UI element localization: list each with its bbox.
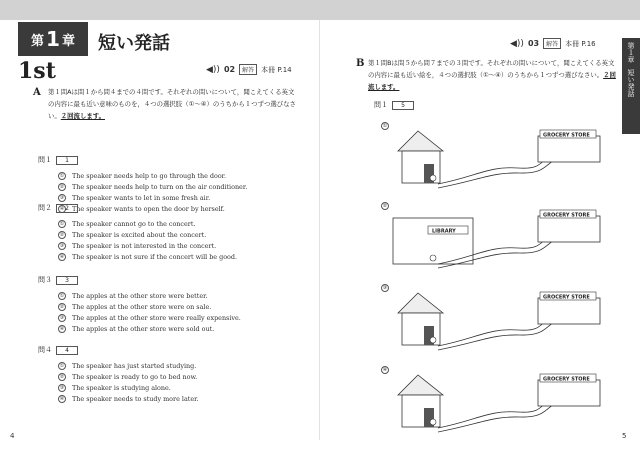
instruction-a: [48, 86, 298, 122]
top-band: [0, 0, 640, 20]
map-illustration[interactable]: [388, 206, 608, 272]
answer-tag: 解答: [239, 64, 257, 75]
option-text: The speaker is not interested in the concert.: [72, 242, 217, 250]
audio-track-right: [510, 38, 596, 49]
person-figure: [430, 255, 436, 261]
option-text: The speaker is excited about the concert.: [72, 231, 207, 239]
answer-option[interactable]: [58, 373, 197, 381]
answer-option[interactable]: [58, 384, 171, 392]
person-figure: [430, 337, 436, 343]
instruction-a-emph: ２回流します。: [60, 112, 106, 120]
option-marker: ④: [59, 206, 65, 212]
track-ref: 本冊 P.16: [565, 39, 596, 48]
instruction-a-text: 第１問Aは問１から問４までの４問です。それぞれの問いについて，聞こえてくる英文の内容に最も近い意味のものを，４つの選択肢（①～④）のうちから１つずつ選びなさい。: [48, 88, 296, 120]
option-marker: ③: [59, 195, 65, 201]
answer-option[interactable]: [58, 314, 241, 322]
grocery-sign: GROCERY STORE: [543, 294, 590, 301]
answer-option[interactable]: [58, 172, 226, 180]
chapter-title: 短い発話: [98, 33, 170, 54]
answer-option[interactable]: [58, 194, 210, 202]
option-marker: ①: [59, 293, 65, 299]
option-marker: ①: [59, 173, 65, 179]
section-title: 1st: [18, 58, 56, 84]
option-text: The speaker needs help to turn on the air conditioner.: [72, 183, 248, 191]
question-5-label: [374, 100, 414, 110]
option-text: The speaker cannot go to the concert.: [72, 220, 196, 228]
page-number-left: 4: [10, 432, 15, 440]
option-marker: ③: [59, 315, 65, 321]
part-letter-b: B: [356, 58, 365, 69]
option-text: The apples at the other store were really expensive.: [72, 314, 241, 322]
answer-option[interactable]: [58, 303, 211, 311]
grocery-store-building: [538, 298, 600, 324]
answer-box: 4: [56, 346, 78, 355]
answer-option[interactable]: [58, 231, 206, 239]
map-illustration[interactable]: [388, 370, 608, 436]
library-sign: LIBRARY: [432, 228, 456, 235]
instruction-b-emph: ２回流します。: [368, 71, 616, 91]
instruction-b: [368, 57, 618, 93]
audio-track-left: [206, 64, 292, 75]
map-illustration[interactable]: [388, 288, 608, 354]
option-marker: ②: [59, 374, 65, 380]
track-ref: 本冊 P.14: [261, 65, 292, 74]
answer-option[interactable]: [58, 362, 196, 370]
page-number-right: 5: [622, 432, 627, 440]
answer-option[interactable]: [58, 325, 214, 333]
house-roof: [398, 131, 443, 151]
option-marker: ④: [59, 396, 65, 402]
option-marker: ③: [59, 243, 65, 249]
grocery-sign: GROCERY STORE: [543, 212, 590, 219]
speaker-icon: ◀)): [206, 64, 220, 75]
question-label: 問１: [374, 101, 388, 109]
option-text: The speaker needs to study more later.: [72, 395, 199, 403]
illustration-number: ②: [382, 203, 388, 209]
answer-box: 3: [56, 276, 78, 285]
answer-option[interactable]: [58, 242, 216, 250]
answer-tag: 解答: [543, 38, 561, 49]
house-roof: [398, 375, 443, 395]
side-tab-title: 短い発話: [627, 69, 635, 97]
part-letter-a: A: [33, 87, 41, 98]
option-text: The apples at the other store were on sale.: [72, 303, 212, 311]
answer-option[interactable]: [58, 253, 237, 261]
question-label: 問３: [38, 276, 52, 284]
option-marker: ②: [59, 304, 65, 310]
side-tab-chapter: 第１章: [627, 42, 635, 63]
grocery-store-building: [538, 136, 600, 162]
speaker-icon: ◀)): [510, 38, 524, 49]
road-path: [438, 158, 563, 188]
answer-option[interactable]: [58, 183, 247, 191]
illustration-number: ①: [382, 123, 388, 129]
option-marker: ①: [59, 221, 65, 227]
question-4-label: [38, 345, 78, 355]
option-text: The speaker is studying alone.: [72, 384, 171, 392]
grocery-sign: GROCERY STORE: [543, 376, 590, 383]
person-figure: [430, 175, 436, 181]
question-1-label: [38, 155, 78, 165]
house-roof: [398, 293, 443, 313]
answer-option[interactable]: [58, 292, 208, 300]
option-text: The speaker is not sure if the concert will be good.: [72, 253, 238, 261]
option-text: The apples at the other store were better.: [72, 292, 208, 300]
option-marker: ④: [59, 326, 65, 332]
road-path: [438, 402, 563, 432]
option-text: The apples at the other store were sold out.: [72, 325, 215, 333]
option-text: The speaker is ready to go to bed now.: [72, 373, 198, 381]
grocery-store-building: [538, 380, 600, 406]
answer-option[interactable]: [58, 205, 225, 213]
option-text: The speaker wants to open the door by herself.: [72, 205, 225, 213]
option-marker: ②: [59, 232, 65, 238]
question-label: 問１: [38, 156, 52, 164]
illustration-number: ④: [382, 367, 388, 373]
option-marker: ②: [59, 184, 65, 190]
road-path: [438, 320, 563, 350]
option-marker: ④: [59, 254, 65, 260]
instruction-b-text: 第１問Bは問５から問７までの３問です。それぞれの問いについて，聞こえてくる英文の内容に最も近い絵を，４つの選択肢（①～④）のうちから１つずつ選びなさい。: [368, 59, 615, 79]
chapter-side-tab: [622, 38, 640, 134]
track-number: 02: [223, 65, 236, 74]
person-figure: [430, 419, 436, 425]
answer-option[interactable]: [58, 395, 198, 403]
question-2-label: [38, 203, 78, 213]
chapter-number: 1: [46, 27, 60, 51]
chapter-label-pre: 第: [31, 33, 45, 49]
grocery-sign: GROCERY STORE: [543, 132, 590, 139]
answer-option[interactable]: [58, 220, 195, 228]
illustration-number: ③: [382, 285, 388, 291]
option-marker: ③: [59, 385, 65, 391]
question-label: 問２: [38, 204, 52, 212]
answer-box: 5: [392, 101, 414, 110]
option-text: The speaker needs help to go through the door.: [72, 172, 227, 180]
grocery-store-building: [538, 216, 600, 242]
option-text: The speaker wants to let in some fresh air.: [72, 194, 211, 202]
track-number: 03: [527, 39, 540, 48]
page-gutter: [319, 20, 320, 440]
option-text: The speaker has just started studying.: [72, 362, 197, 370]
map-illustration[interactable]: [388, 126, 608, 192]
answer-box: 2: [56, 204, 78, 213]
option-marker: ①: [59, 363, 65, 369]
answer-box: 1: [56, 156, 78, 165]
chapter-badge: [18, 22, 88, 56]
question-3-label: [38, 275, 78, 285]
chapter-label-post: 章: [61, 33, 75, 49]
question-label: 問４: [38, 346, 52, 354]
